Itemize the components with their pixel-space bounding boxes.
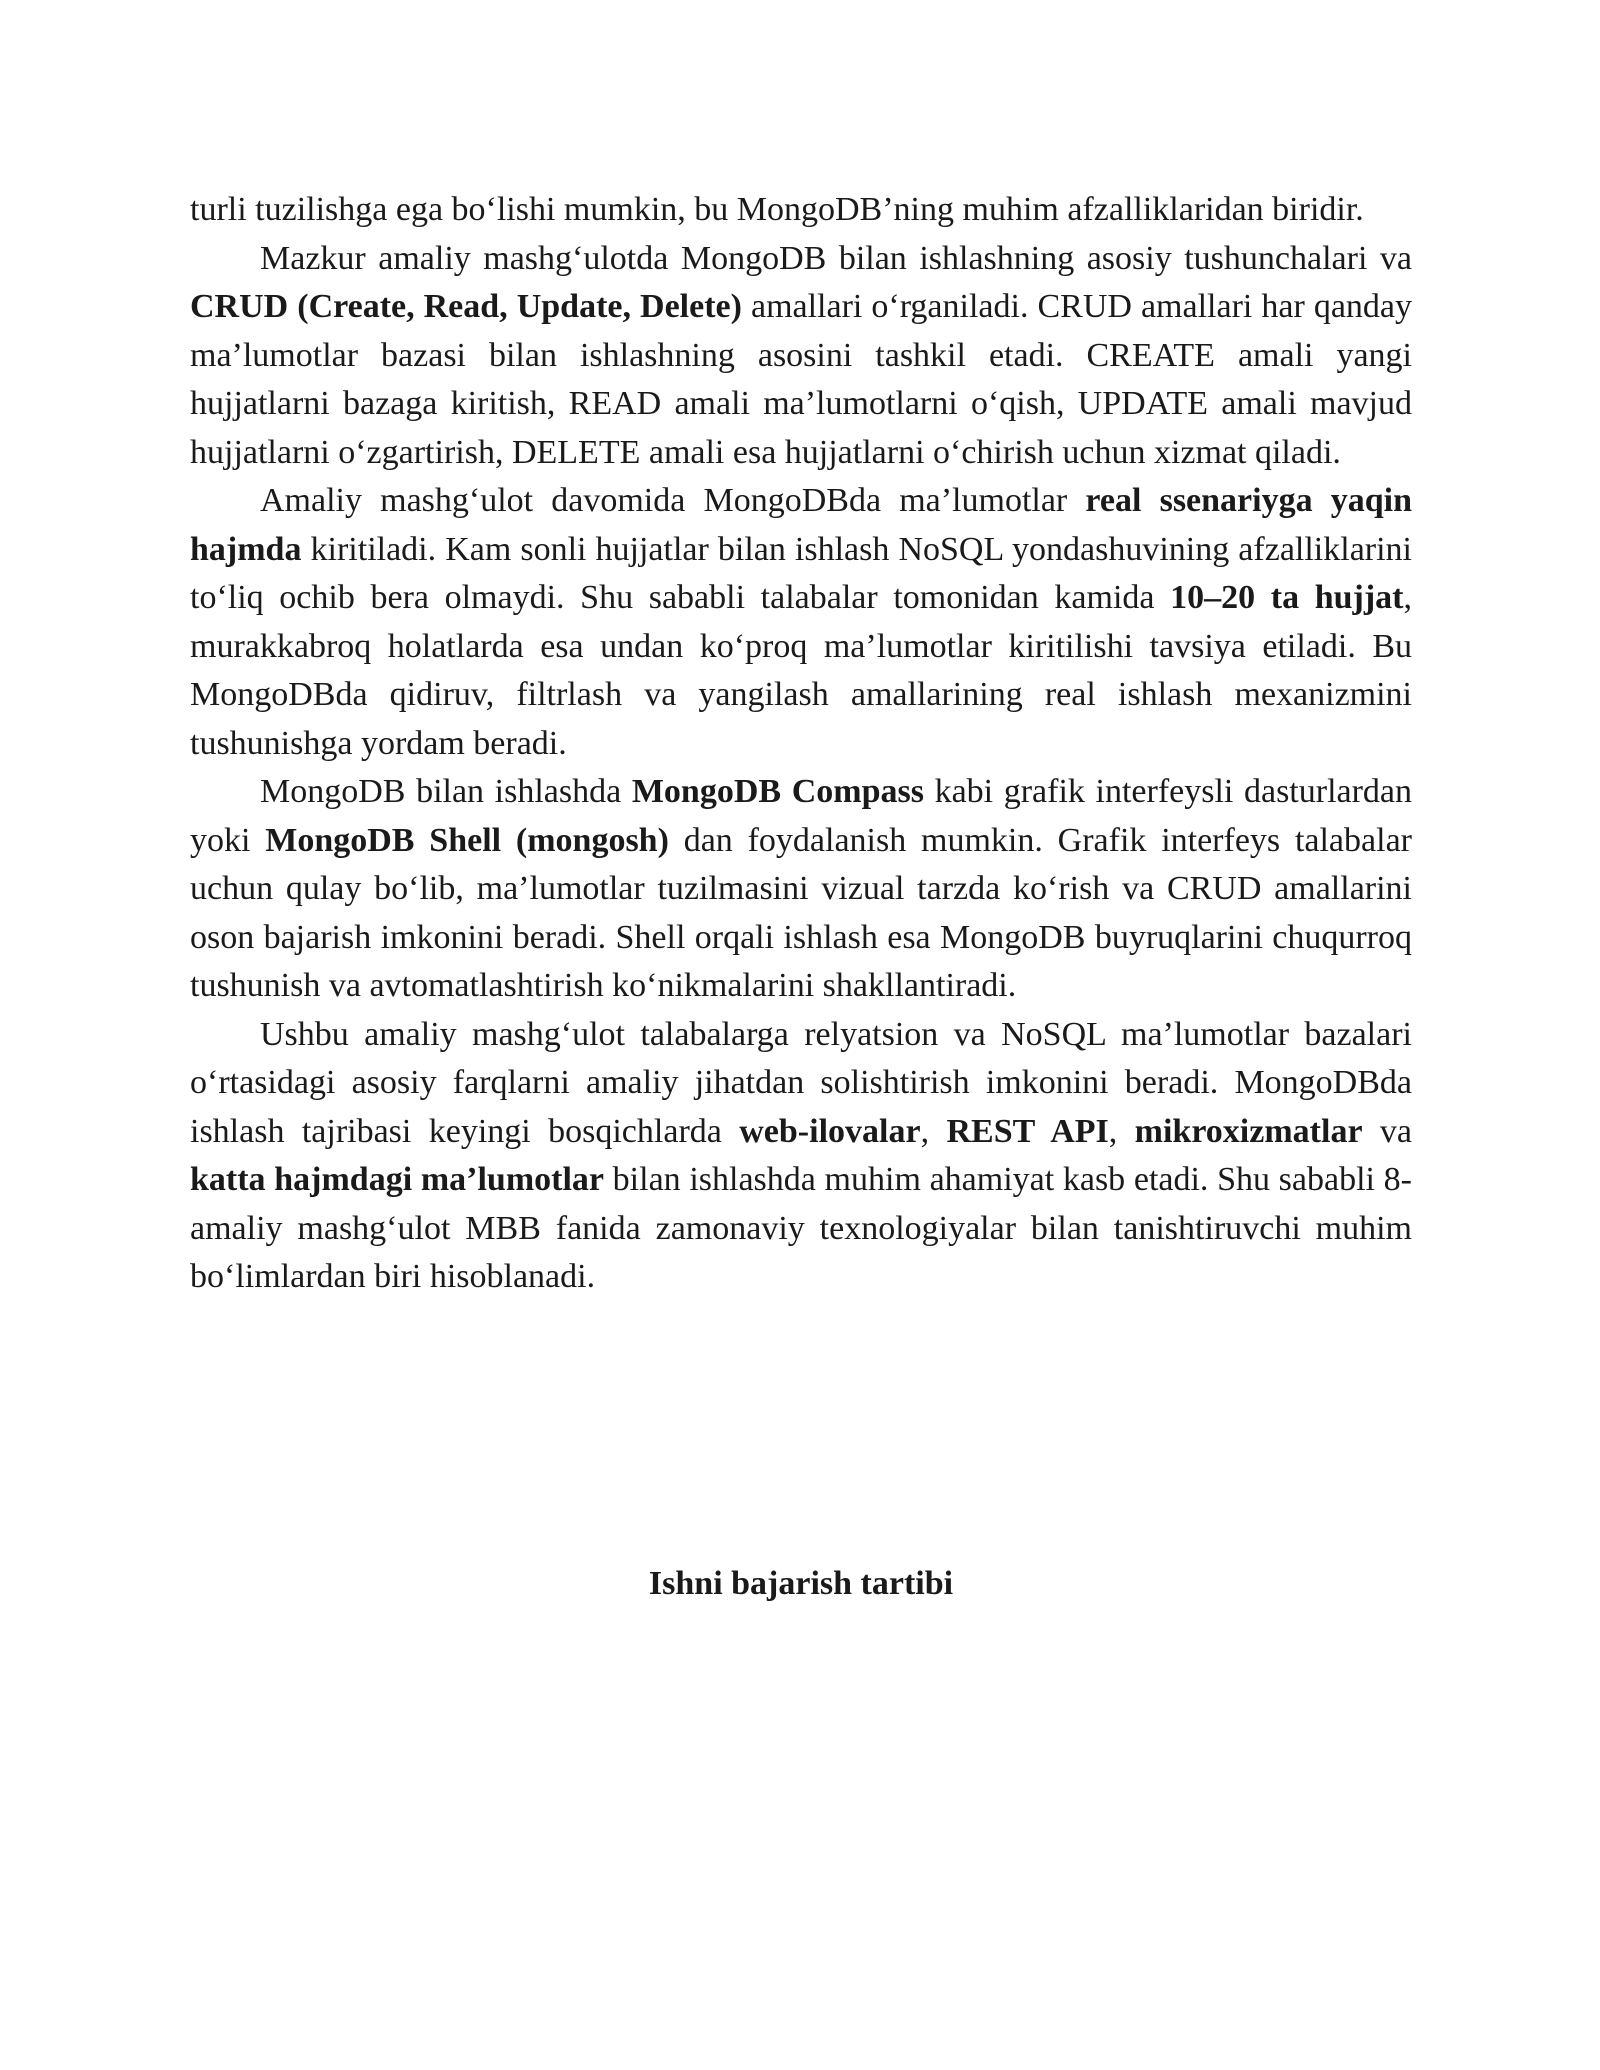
paragraph-4-bold-shell: MongoDB Shell (mongosh) [265, 821, 669, 859]
paragraph-4-text-3: dan foydalanish mumkin. Grafik interfeys talabalar uchun qulay bo‘lib, ma’lumotlar tuzilmasini vizual tarzda ko‘rish va CRUD amallarini oson bajarish imkonini beradi. Shell orqali ishlash esa MongoDB buyruqlarini chuqurroq tushunish va avtomatlashtirish ko‘nikmalarini shakllantiradi. [190, 821, 1412, 1004]
paragraph-5-text-2: , [920, 1112, 947, 1150]
paragraph-4 [190, 768, 1412, 1011]
paragraph-2 [190, 235, 1412, 478]
paragraph-3-text-3: , murakkabroq holatlarda esa undan ko‘proq ma’lumotlar kiritilishi tavsiya etiladi. Bu MongoDBda qidiruv, filtrlash va yangilash amallarining real ishlash mexanizmini tushunishga yordam beradi. [190, 579, 1413, 762]
section-heading: Ishni bajarish tartibi [648, 1565, 954, 1602]
paragraph-5-bold-web-apps: web-ilovalar [739, 1112, 921, 1150]
paragraph-5-text-5: bilan ishlashda muhim ahamiyat kasb etadi. Shu sababli 8-amaliy mashg‘ulot MBB fanida zamonaviy texnologiyalar bilan tanishtiruvchi muhim bo‘limlardan biri hisoblanadi. [190, 1161, 1412, 1295]
paragraph-4-bold-compass: MongoDB Compass [631, 773, 924, 810]
paragraph-4-text-1: MongoDB bilan ishlashda [260, 773, 632, 810]
paragraph-5-bold-big-data: katta hajmdagi ma’lumotlar [190, 1161, 604, 1198]
paragraph-4-text-2: kabi grafik interfeysli dasturlardan yoki [190, 773, 1413, 859]
paragraph-2-text-1: Mazkur amaliy mashg‘ulotda MongoDB bilan ishlashning asosiy tushunchalari va [260, 239, 1412, 277]
paragraph-3-text-2: kiritiladi. Kam sonli hujjatlar bilan ishlash NoSQL yondashuvining afzalliklarini to‘liq ochib bera olmaydi. Shu sababli talabalar tomonidan kamida [190, 530, 1412, 616]
paragraph-5-text-3: , [1108, 1112, 1135, 1150]
paragraph-5-text-4: va [1362, 1112, 1413, 1150]
paragraph-1 [190, 186, 1412, 235]
paragraph-3-bold-real-scenario: real ssenariyga yaqin hajmda [190, 482, 1413, 568]
paragraph-2-bold-crud: CRUD (Create, Read, Update, Delete) [190, 288, 742, 325]
paragraph-3 [190, 477, 1412, 768]
paragraph-3-text-1: Amaliy mashg‘ulot davomida MongoDBda ma’lumotlar [260, 482, 1086, 519]
paragraph-5-bold-microservices: mikroxizmatlar [1134, 1112, 1363, 1150]
paragraph-2-text-2: amallari o‘rganiladi. CRUD amallari har qanday ma’lumotlar bazasi bilan ishlashning asosini tashkil etadi. CREATE amali yangi hujjatlarni bazaga kiritish, READ amali ma’lumotlarni o‘qish, UPDATE amali mavjud hujjatlarni o‘zgartirish, DELETE amali esa hujjatlarni o‘chirish uchun xizmat qiladi. [190, 288, 1412, 471]
paragraph-5-text-1: Ushbu amaliy mashg‘ulot talabalarga relyatsion va NoSQL ma’lumotlar bazalari o‘rtasidagi asosiy farqlarni amaliy jihatdan solishtirish imkonini beradi. MongoDBda ishlash tajribasi keyingi bosqichlarda [190, 1015, 1412, 1150]
paragraph-5-bold-rest-api: REST API [946, 1112, 1109, 1150]
paragraph-1-text: turli tuzilishga ega bo‘lishi mumkin, bu MongoDB’ning muhim afzalliklaridan biridir. [190, 191, 1364, 228]
body-text [190, 186, 1412, 1302]
paragraph-5 [190, 1011, 1412, 1302]
paragraph-3-bold-document-count: 10–20 ta hujjat [1170, 579, 1404, 616]
